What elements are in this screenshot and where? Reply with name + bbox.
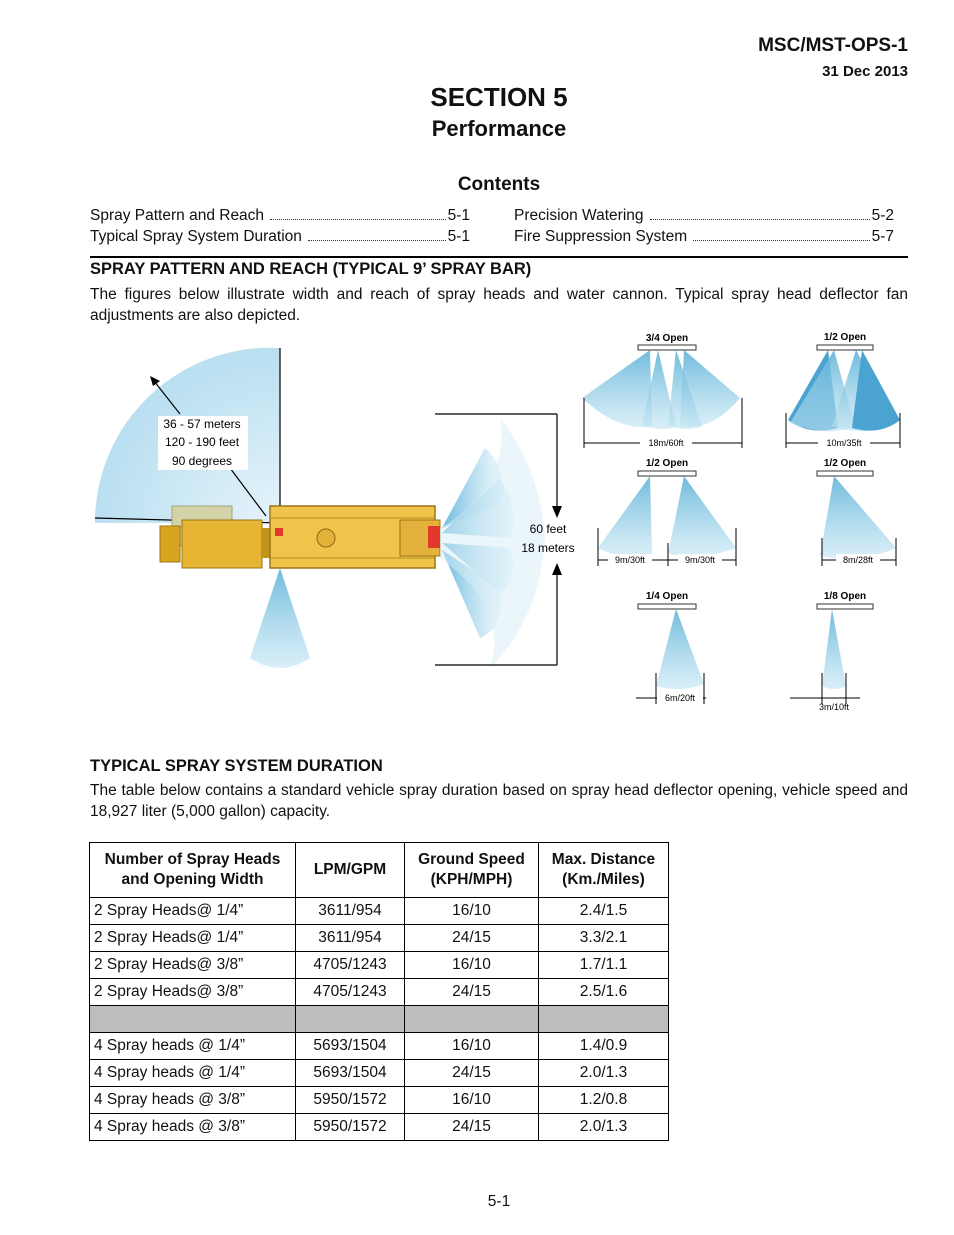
table-cell: 2 Spray Heads@ 3/8” — [90, 952, 296, 979]
toc-label: Precision Watering — [514, 207, 644, 224]
fan-diagram-1-4-open — [636, 591, 706, 704]
table-cell: 3611/954 — [296, 898, 405, 925]
spray-description: The figures below illustrate width and reach of spray heads and water cannon. Typical spray head deflector fan adjustments are also depicted. — [90, 286, 908, 324]
fan-diagram-1-2-open — [786, 332, 900, 449]
table-cell: 2.4/1.5 — [539, 898, 669, 925]
table-cell: 1.7/1.1 — [539, 952, 669, 979]
table-row — [90, 979, 669, 1006]
table-cell: 5693/1504 — [296, 1033, 405, 1060]
column-header: Max. Distance (Km./Miles) — [539, 843, 669, 898]
fan-diagram-3-4-open — [582, 333, 742, 449]
rear-width-meters: 18 meters — [521, 541, 575, 555]
fan-opening-label: 1/2 Open — [645, 458, 689, 469]
table-cell: 5950/1572 — [296, 1087, 405, 1114]
contents-heading: Contents — [457, 174, 541, 195]
rear-arrow-head — [552, 506, 562, 518]
table-cell: 2 Spray Heads@ 1/4” — [90, 925, 296, 952]
cannon-reach-feet: 120 - 190 feet — [164, 435, 240, 449]
cannon-arrow-head — [150, 376, 160, 386]
column-header: LPM/GPM — [296, 843, 405, 898]
table-header-row — [90, 843, 669, 898]
section-title: SECTION 5 — [430, 82, 568, 112]
fan-width-label: 3m/10ft — [818, 702, 850, 712]
side-spray-fan — [250, 568, 310, 668]
toc-page: 5-1 — [447, 228, 470, 245]
section-divider — [90, 256, 908, 258]
fan-width-label: 8m/28ft — [842, 555, 874, 565]
table-cell: 4 Spray heads @ 3/8” — [90, 1087, 296, 1114]
table-cell: 4 Spray heads @ 1/4” — [90, 1033, 296, 1060]
table-row — [90, 898, 669, 925]
rear-width-feet: 60 feet — [529, 522, 567, 536]
table-row — [90, 952, 669, 979]
rear-arrow-head — [552, 563, 562, 575]
fan-width-label-left: 9m/30ft — [614, 555, 646, 565]
table-cell: 5950/1572 — [296, 1114, 405, 1141]
table-cell: 2.0/1.3 — [539, 1060, 669, 1087]
table-cell: 1.2/0.8 — [539, 1087, 669, 1114]
toc-label: Typical Spray System Duration — [90, 228, 302, 245]
fan-opening-label: 3/4 Open — [645, 333, 689, 344]
table-cell: 2.5/1.6 — [539, 979, 669, 1006]
fan-opening-label: 1/2 Open — [823, 458, 867, 469]
table-cell: 1.4/0.9 — [539, 1033, 669, 1060]
table-row — [90, 1087, 669, 1114]
table-cell: 2.0/1.3 — [539, 1114, 669, 1141]
fan-diagram-1-2-open-single — [817, 458, 896, 566]
fan-opening-label: 1/2 Open — [823, 332, 867, 343]
table-cell: 2 Spray Heads@ 3/8” — [90, 979, 296, 1006]
table-cell: 16/10 — [405, 1087, 539, 1114]
spray-duration-table — [89, 842, 669, 1141]
table-cell: 4705/1243 — [296, 952, 405, 979]
table-row — [90, 1033, 669, 1060]
table-cell: 24/15 — [405, 925, 539, 952]
toc-page: 5-2 — [871, 207, 894, 224]
table-cell — [90, 1006, 296, 1033]
toc-entry[interactable] — [514, 228, 894, 246]
toc-label: Fire Suppression System — [514, 228, 688, 245]
fan-width-label-right: 9m/30ft — [684, 555, 716, 565]
duration-description: The table below contains a standard vehicle spray duration based on spray head deflector opening, vehicle speed and 18,927 liter (5,000 gallon) capacity. — [90, 782, 908, 820]
table-row — [90, 1114, 669, 1141]
table-cell: 2 Spray Heads@ 1/4” — [90, 898, 296, 925]
spray-pattern-figure — [90, 328, 910, 718]
table-cell: 5693/1504 — [296, 1060, 405, 1087]
table-row — [90, 925, 669, 952]
document-id: MSC/MST-OPS-1 — [758, 35, 908, 56]
toc-page: 5-1 — [447, 207, 470, 224]
table-cell: 4705/1243 — [296, 979, 405, 1006]
table-cell: 24/15 — [405, 1114, 539, 1141]
table-cell: 24/15 — [405, 979, 539, 1006]
table-cell: 16/10 — [405, 898, 539, 925]
fan-diagram-1-8-open — [790, 591, 873, 712]
fan-diagram-1-2-open-split — [598, 458, 736, 566]
table-cell: 3.3/2.1 — [539, 925, 669, 952]
table-cell: 16/10 — [405, 1033, 539, 1060]
table-cell — [405, 1006, 539, 1033]
table-cell: 24/15 — [405, 1060, 539, 1087]
table-cell — [539, 1006, 669, 1033]
table-cell — [296, 1006, 405, 1033]
table-cell: 4 Spray heads @ 1/4” — [90, 1060, 296, 1087]
toc-page: 5-7 — [871, 228, 894, 245]
column-header: Ground Speed (KPH/MPH) — [405, 843, 539, 898]
toc-label: Spray Pattern and Reach — [90, 207, 265, 224]
table-cell: 16/10 — [405, 952, 539, 979]
fan-opening-label: 1/4 Open — [645, 591, 689, 602]
duration-heading: TYPICAL SPRAY SYSTEM DURATION — [90, 757, 383, 775]
page-number: 5-1 — [487, 1193, 511, 1210]
table-cell: 3611/954 — [296, 925, 405, 952]
column-header: Number of Spray Heads and Opening Width — [90, 843, 296, 898]
table-cell: 4 Spray heads @ 3/8” — [90, 1114, 296, 1141]
document-date: 31 Dec 2013 — [822, 63, 908, 80]
table-separator-row — [90, 1006, 669, 1033]
fan-width-label: 10m/35ft — [826, 438, 862, 448]
toc-entry[interactable] — [90, 207, 470, 225]
truck-illustration — [160, 506, 440, 568]
section-subtitle: Performance — [431, 116, 567, 141]
toc-entry[interactable] — [514, 207, 894, 225]
fan-width-label: 6m/20ft — [664, 693, 696, 703]
cannon-reach-meters: 36 - 57 meters — [163, 417, 241, 431]
spray-heading: SPRAY PATTERN AND REACH (TYPICAL 9’ SPRAY BAR) — [90, 260, 532, 278]
cannon-angle: 90 degrees — [171, 454, 233, 468]
fan-width-label: 18m/60ft — [648, 438, 684, 448]
toc-entry[interactable] — [90, 228, 470, 246]
fan-opening-label: 1/8 Open — [823, 591, 867, 602]
table-row — [90, 1060, 669, 1087]
